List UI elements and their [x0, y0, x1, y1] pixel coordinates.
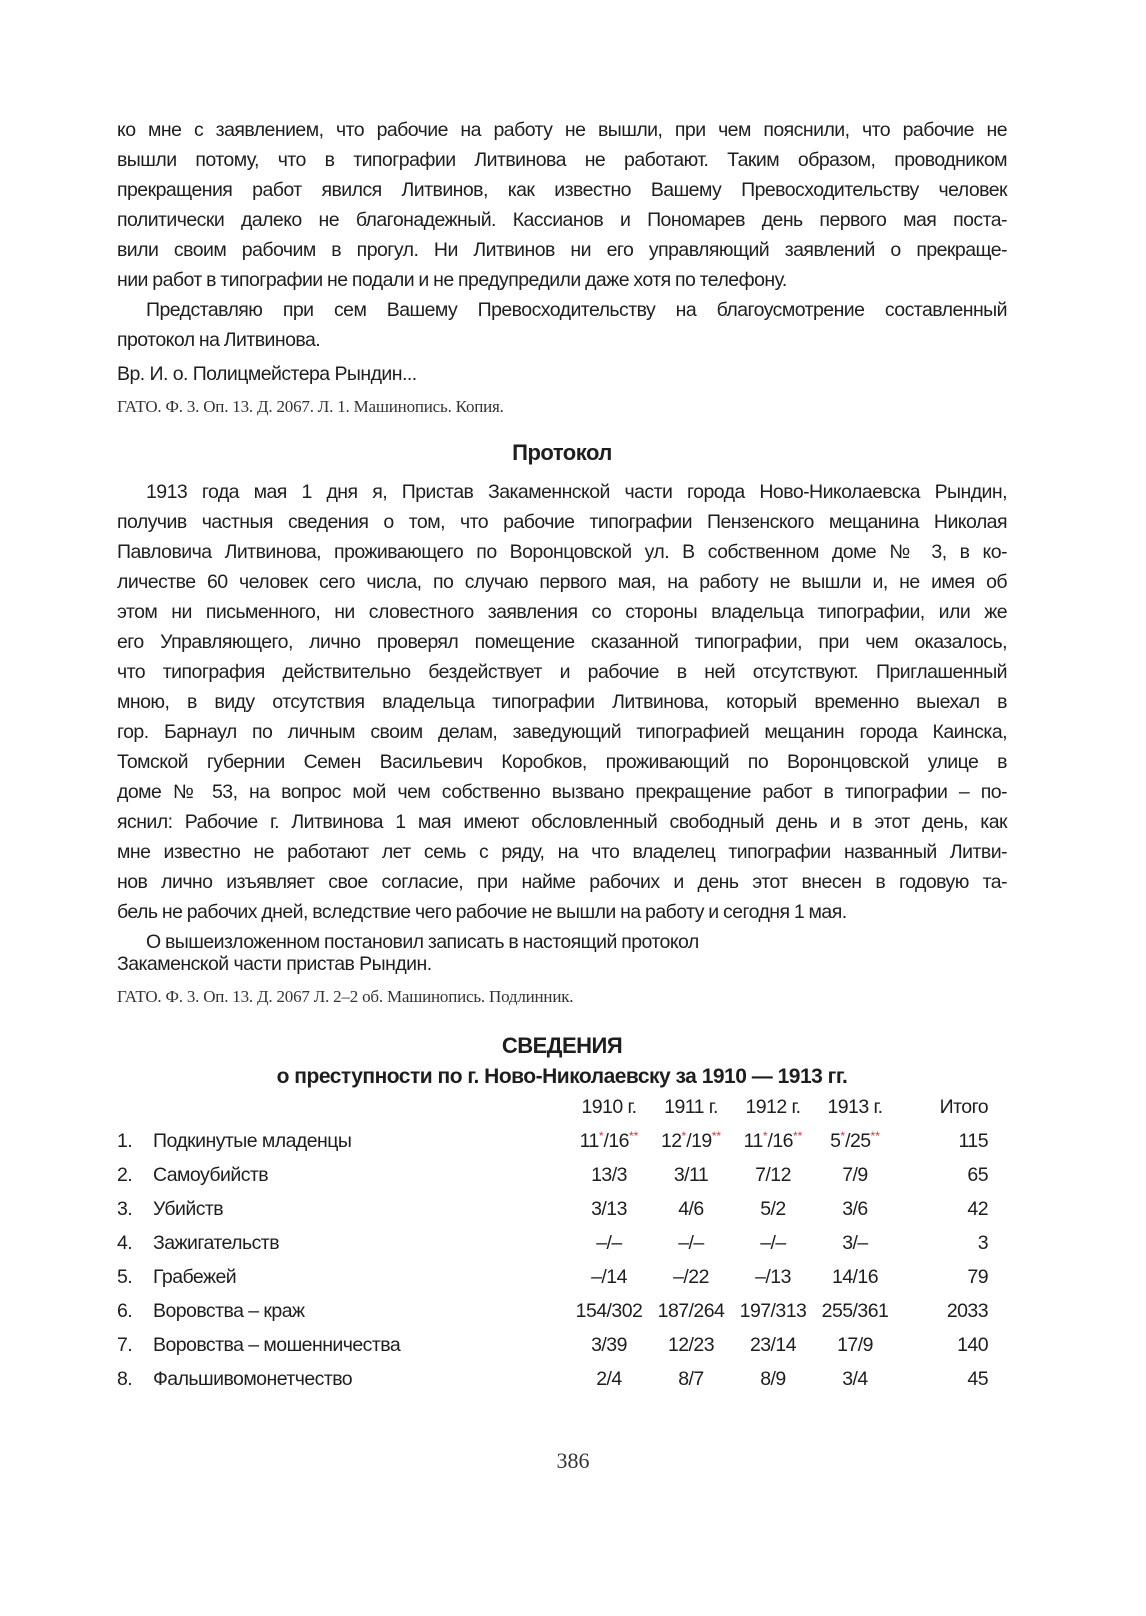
footnote-star-2: ** — [711, 1129, 722, 1143]
table-row — [117, 1158, 988, 1192]
report-subtitle: о преступности по г. Ново-Николаевску за 1910 — 1913 гг. — [276, 1065, 848, 1088]
letter-paragraph-1 — [117, 115, 1007, 295]
text-line: вышли потому, что в типографии Литвинова не работают. Таким образом, проводником — [117, 149, 1007, 171]
cell-1910: –/14 — [591, 1265, 627, 1288]
row-number: 6. — [117, 1299, 133, 1322]
cell-1912: 23/14 — [749, 1333, 797, 1356]
row-number: 4. — [117, 1231, 133, 1254]
footnote-star-2: ** — [792, 1129, 803, 1143]
cell-1910: 154/302 — [575, 1299, 643, 1322]
cell-1911 — [650, 1124, 732, 1158]
cell-total: 115 — [958, 1129, 988, 1152]
cell-1911: 4/6 — [678, 1197, 704, 1220]
cell-1913: 14/16 — [831, 1265, 879, 1288]
table-row — [117, 1362, 988, 1396]
cell-value-a: 5 — [830, 1130, 841, 1152]
cell-total: 45 — [967, 1367, 988, 1390]
row-number: 2. — [117, 1163, 133, 1186]
footnote-star-1: * — [762, 1129, 768, 1143]
cell-1912: 5/2 — [760, 1197, 786, 1220]
protocol-paragraph-2: О вышеизложенном постановил записать в настоящий протокол — [146, 931, 699, 953]
cell-1911: 12/23 — [667, 1333, 715, 1356]
text-line: мне известно не работают лет семь с ряду, на что владелец типографии названный Литви- — [117, 841, 1007, 863]
table-row — [117, 1328, 988, 1362]
cell-1910: 3/39 — [591, 1333, 627, 1356]
text-line: нии работ в типографии не подали и не предупредили даже хотя по телефону. — [117, 269, 787, 291]
cell-total: 79 — [967, 1265, 988, 1288]
cell-1910 — [568, 1124, 650, 1158]
text-line: протокол на Литвинова. — [117, 329, 321, 351]
cell-1910: 2/4 — [596, 1367, 622, 1390]
page-number: 386 — [556, 1448, 590, 1473]
cell-1913: 3/6 — [842, 1197, 868, 1220]
cell-1912: –/– — [760, 1231, 786, 1254]
cell-1911: 8/7 — [678, 1367, 704, 1390]
cell-total: 42 — [967, 1197, 988, 1220]
cell-1913: 3/4 — [842, 1367, 868, 1390]
row-label: Воровства – краж — [153, 1299, 305, 1322]
text-line: вили своим рабочим в прогул. Ни Литвинов ни его управляющий заявлений о прекраще- — [117, 239, 1007, 261]
table-row — [117, 1124, 988, 1158]
table-row — [117, 1192, 988, 1226]
cell-1913: 255/361 — [821, 1299, 889, 1322]
text-line: его Управляющего, лично проверял помещение сказанной типографии, при чем оказалось, — [117, 631, 1007, 653]
protocol-signature: Закаменской части пристав Рындин. — [117, 953, 432, 975]
text-line: Томской губернии Семен Васильевич Коробков, проживающий по Воронцовской улице в — [117, 751, 1007, 773]
protocol-title: Протокол — [512, 440, 612, 465]
header-name — [153, 1090, 568, 1124]
text-line: Представляю при сем Вашему Превосходительству на благоусмотрение составленный — [146, 299, 1007, 321]
row-number: 7. — [117, 1333, 133, 1356]
protocol-paragraph-1 — [117, 477, 1007, 957]
cell-value-a: 11 — [743, 1130, 763, 1152]
cell-total: 2033 — [946, 1299, 988, 1322]
footnote-star-2: ** — [628, 1129, 639, 1143]
cell-value-b: /16 — [767, 1130, 793, 1152]
cell-1913: 7/9 — [842, 1163, 868, 1186]
cell-1911: –/22 — [673, 1265, 709, 1288]
cell-1912 — [732, 1124, 814, 1158]
protocol-source-citation: ГАТО. Ф. 3. Оп. 13. Д. 2067 Л. 2–2 об. Машинопись. Подлинник. — [117, 987, 574, 1006]
header-1910: 1910 г. — [581, 1095, 637, 1118]
row-number: 8. — [117, 1367, 133, 1390]
text-line: бель не рабочих дней, вследствие чего рабочие не вышли на работу и сегодня 1 мая. — [117, 901, 847, 923]
text-line: личестве 60 человек сего числа, по случаю первого мая, на работу не вышли и, не имея об — [117, 571, 1007, 593]
cell-total: 65 — [967, 1163, 988, 1186]
cell-value-b: /25 — [845, 1130, 871, 1152]
table-row — [117, 1260, 988, 1294]
text-line: что типография действительно бездействует и рабочие в ней отсутствуют. Приглашенный — [117, 661, 1007, 683]
report-title: СВЕДЕНИЯ — [501, 1033, 623, 1058]
cell-1911: 3/11 — [673, 1163, 709, 1186]
text-line: этом ни письменного, ни словестного заявления со стороны владельца типографии, или же — [117, 601, 1007, 623]
cell-value-b: /19 — [686, 1130, 712, 1152]
table-row — [117, 1226, 988, 1260]
row-number: 1. — [117, 1129, 133, 1152]
header-total: Итого — [939, 1095, 988, 1118]
row-number: 3. — [117, 1197, 133, 1220]
row-label: Зажигательств — [153, 1231, 279, 1254]
text-line: мною, в виду отсутствия владельца типографии Литвинова, который временно выехал в — [117, 691, 1007, 713]
row-number: 5. — [117, 1265, 133, 1288]
cell-1910: 13/3 — [591, 1163, 627, 1186]
row-label: Воровства – мошенничества — [153, 1333, 401, 1356]
row-label: Самоубийств — [153, 1163, 269, 1186]
letter-signature: Вр. И. о. Полицмейстера Рындин... — [117, 363, 417, 385]
cell-1913 — [814, 1124, 896, 1158]
cell-1911: –/– — [678, 1231, 704, 1254]
table-row — [117, 1294, 988, 1328]
footnote-star-1: * — [840, 1129, 846, 1143]
cell-1913: 17/9 — [837, 1333, 873, 1356]
footnote-star-2: ** — [870, 1129, 880, 1143]
letter-source-citation: ГАТО. Ф. 3. Оп. 13. Д. 2067. Л. 1. Машинопись. Копия. — [117, 397, 504, 416]
cell-value-a: 12 — [660, 1130, 682, 1152]
text-line: политически далеко не благонадежный. Кассианов и Пономарев день первого мая поста- — [117, 209, 1007, 231]
cell-1912: 8/9 — [760, 1367, 786, 1390]
text-line: яснил: Рабочие г. Литвинова 1 мая имеют обсловленный свободный день и в этот день, как — [117, 811, 1007, 833]
header-1913: 1913 г. — [827, 1095, 883, 1118]
table-header-row — [117, 1090, 988, 1124]
header-num — [117, 1090, 153, 1124]
cell-1913: 3/– — [842, 1231, 868, 1254]
cell-1912: 7/12 — [755, 1163, 791, 1186]
text-line: доме № 53, на вопрос мой чем собственно вызвано прекращение работ в типографии – по- — [117, 781, 1007, 803]
row-label: Убийств — [153, 1197, 224, 1220]
text-line: ко мне с заявлением, что рабочие на работу не вышли, при чем пояснили, что рабочие не — [117, 119, 1007, 141]
header-1911: 1911 г. — [664, 1095, 718, 1118]
row-label: Фальшивомонетчество — [153, 1367, 353, 1390]
cell-1910: 3/13 — [591, 1197, 627, 1220]
header-1912: 1912 г. — [745, 1095, 801, 1118]
cell-1911: 187/264 — [657, 1299, 725, 1322]
cell-value-b: /16 — [603, 1130, 629, 1152]
row-label: Грабежей — [153, 1265, 237, 1288]
text-line: нов лично изъявляет свое согласие, при найме рабочих и день этот внесен в годовую та- — [117, 871, 1007, 893]
cell-1910: –/– — [596, 1231, 622, 1254]
cell-total: 140 — [957, 1333, 988, 1356]
cell-1912: 197/313 — [739, 1299, 807, 1322]
text-line: гор. Барнаул по личным своим делам, заведующий типографией мещанин города Каинска, — [117, 721, 1007, 743]
cell-value-a: 11 — [579, 1130, 599, 1152]
crime-statistics-table — [117, 1090, 988, 1396]
cell-1912: –/13 — [755, 1265, 791, 1288]
cell-total: 3 — [977, 1231, 988, 1254]
text-line: получив частныя сведения о том, что рабочие типографии Пензенского мещанина Николая — [117, 511, 1007, 533]
footnote-star-1: * — [681, 1129, 687, 1143]
text-line: 1913 года мая 1 дня я, Пристав Закаменнской части города Ново-Николаевска Рындин, — [146, 481, 1007, 503]
text-line: прекращения работ явился Литвинов, как известно Вашему Превосходительству человек — [117, 179, 1007, 201]
text-line: Павловича Литвинова, проживающего по Воронцовской ул. В собственном доме № 3, в ко- — [117, 541, 1007, 563]
letter-paragraph-2 — [117, 295, 1007, 355]
footnote-star-1: * — [598, 1129, 604, 1143]
row-label: Подкинутые младенцы — [153, 1129, 352, 1152]
